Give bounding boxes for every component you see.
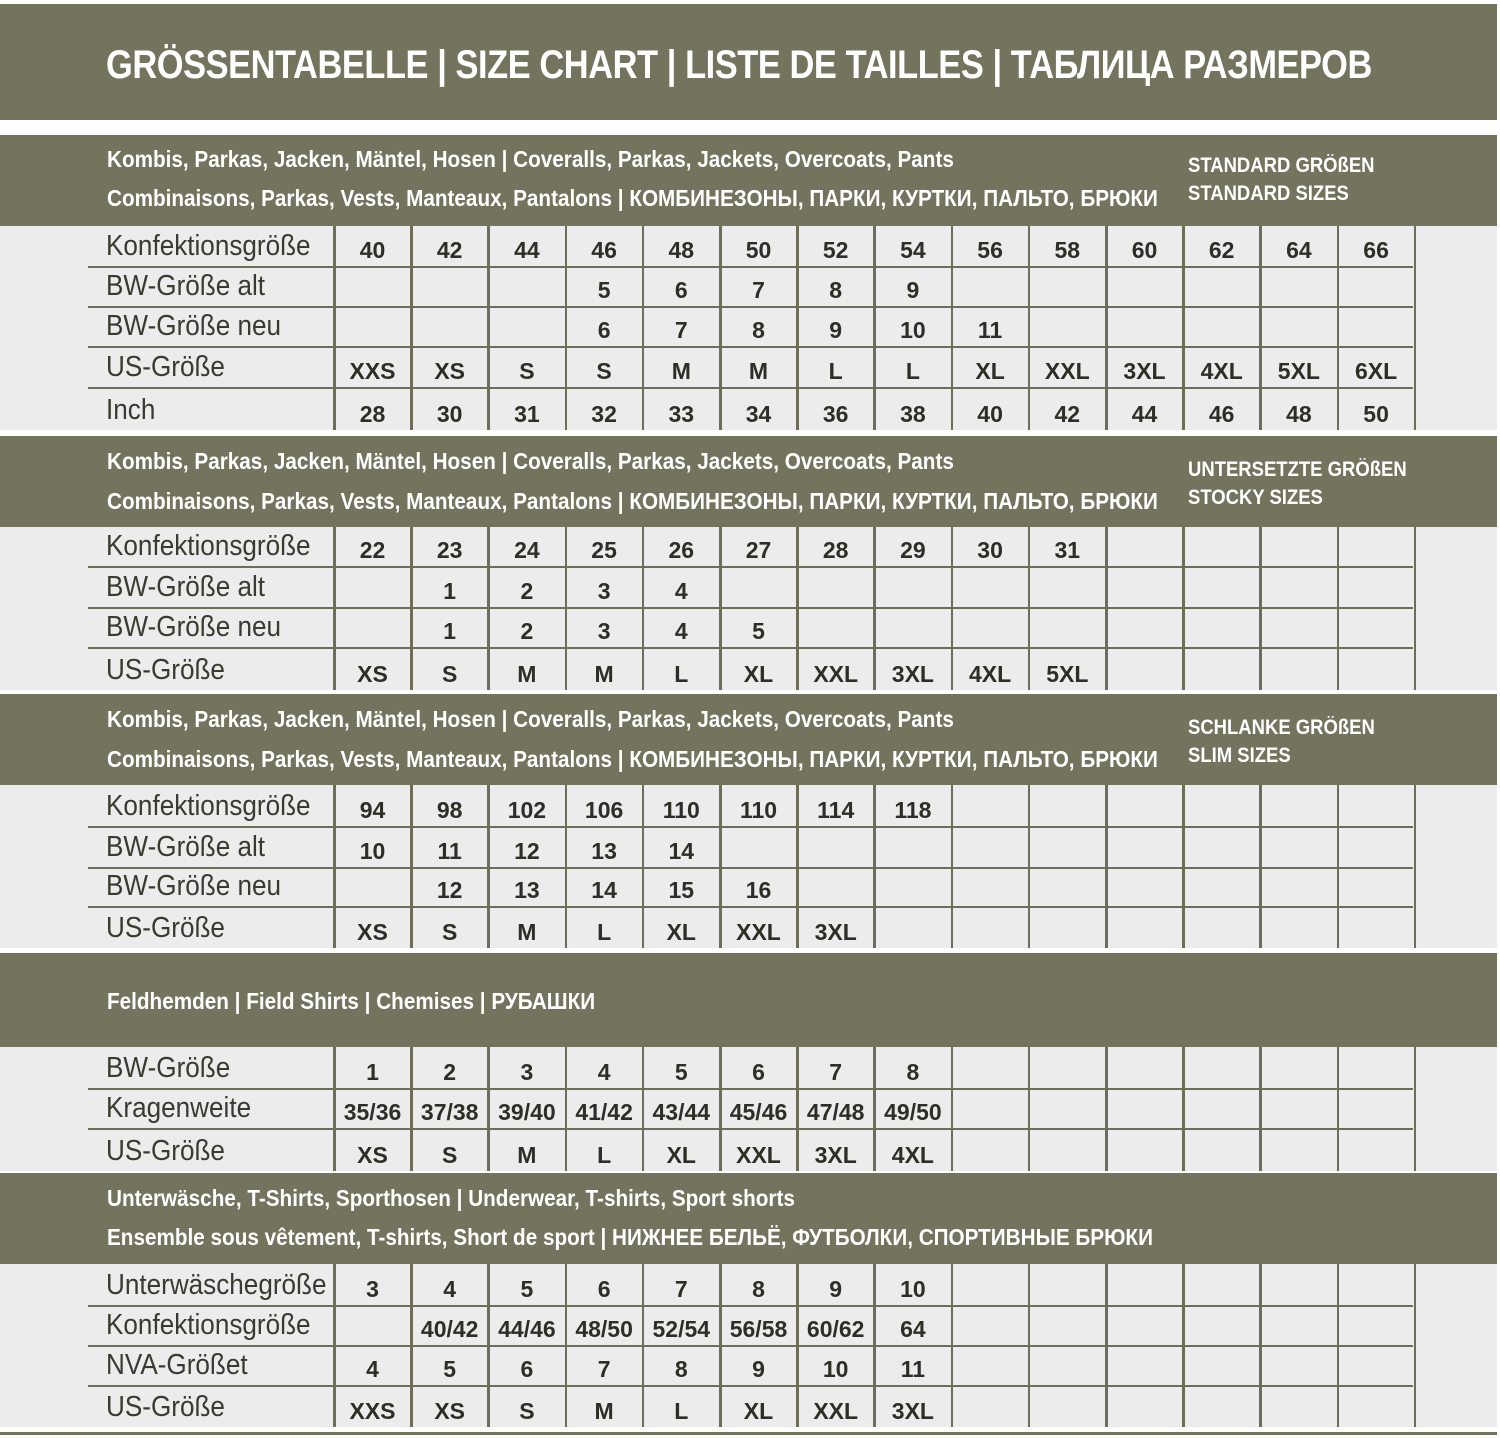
table-cell: 44 — [1131, 401, 1158, 427]
table-cell: 6 — [520, 1356, 534, 1382]
table-cell: 8 — [829, 277, 843, 303]
section-size-type: STOCKY SIZES — [1188, 486, 1323, 509]
column-divider — [565, 785, 568, 948]
table-cell: 5 — [443, 1356, 457, 1382]
table-cell: 44/46 — [498, 1316, 556, 1342]
table-cell: 41/42 — [575, 1099, 633, 1125]
table-cell: S — [519, 1398, 535, 1424]
table-cell: 10 — [822, 1356, 849, 1382]
table-row — [88, 1047, 1413, 1090]
table-cell: XL — [975, 358, 1005, 384]
table-cell: 3 — [520, 1059, 534, 1085]
bottom-rule — [0, 1432, 1497, 1435]
table-cell: XS — [434, 358, 466, 384]
row-label: Konfektionsgröße — [106, 790, 311, 822]
table-cell: 13 — [591, 838, 617, 864]
table-cell: 64 — [900, 1316, 926, 1342]
column-divider — [796, 226, 799, 430]
table-cell: 56/58 — [729, 1316, 788, 1342]
table-cell: 7 — [752, 277, 765, 303]
table-cell: M — [517, 1142, 537, 1168]
table-cell: 29 — [900, 537, 926, 563]
table-cell: 62 — [1208, 237, 1235, 263]
table-cell: L — [597, 1142, 612, 1168]
table-cell: S — [596, 358, 612, 384]
section-line: Combinaisons, Parkas, Vests, Manteaux, Pantalons | КОМБИНЕЗОНЫ, ПАРКИ, КУРТКИ, ПАЛЬТО, БРЮКИ — [107, 746, 1158, 772]
column-divider — [873, 1047, 876, 1171]
table-cell: 14 — [591, 877, 617, 903]
table-cell: 11 — [977, 317, 1003, 343]
column-divider — [719, 785, 722, 948]
table-row — [88, 869, 1413, 908]
column-divider — [719, 226, 722, 430]
table-cell: 5 — [597, 277, 611, 303]
table-cell: 5 — [674, 1059, 688, 1085]
table-row — [88, 649, 1413, 690]
table-cell: 4XL — [969, 661, 1012, 687]
column-divider — [1337, 226, 1340, 430]
table-cell: 102 — [507, 797, 547, 823]
column-divider — [1259, 1047, 1262, 1171]
column-divider — [1105, 527, 1108, 690]
table-cell: 4 — [597, 1059, 611, 1085]
section-line: Kombis, Parkas, Jacken, Mäntel, Hosen | Coveralls, Parkas, Jackets, Overcoats, Pants — [107, 146, 954, 172]
table-cell: 2 — [520, 578, 534, 604]
table-cell: XS — [357, 919, 388, 945]
table-row — [88, 1130, 1413, 1171]
column-divider — [333, 1264, 336, 1427]
table-row — [88, 1347, 1413, 1387]
table-cell: 34 — [745, 401, 772, 427]
table-cell: 1 — [443, 578, 457, 604]
column-divider — [1414, 226, 1417, 430]
column-divider — [1259, 1264, 1262, 1427]
section-line: Ensemble sous vêtement, T-shirts, Short de sport | НИЖНЕЕ БЕЛЬЁ, ФУТБОЛКИ, СПОРТИВНЫЕ БРЮКИ — [107, 1224, 1153, 1250]
table-cell: 118 — [894, 797, 932, 823]
table-cell: 110 — [662, 797, 700, 823]
column-divider — [719, 1047, 722, 1171]
table-cell: 9 — [829, 317, 843, 343]
table-cell: 7 — [597, 1356, 611, 1382]
column-divider — [487, 527, 490, 690]
column-divider — [333, 785, 336, 948]
section-size-type: STANDARD GRÖßEN — [1188, 154, 1375, 177]
table-cell: 28 — [822, 537, 849, 563]
column-divider — [333, 1047, 336, 1171]
column-divider — [1182, 226, 1185, 430]
table-cell: 3XL — [1123, 358, 1166, 384]
table-cell: 4 — [674, 578, 688, 604]
table-cell: XL — [666, 1142, 696, 1168]
section-line: Combinaisons, Parkas, Vests, Manteaux, Pantalons | КОМБИНЕЗОНЫ, ПАРКИ, КУРТКИ, ПАЛЬТО, БРЮКИ — [107, 488, 1158, 514]
table-row — [88, 527, 1413, 568]
table-cell: 5 — [520, 1276, 534, 1302]
table-cell: M — [594, 1398, 614, 1424]
table-cell: 5 — [752, 618, 765, 644]
table-cell: L — [828, 358, 843, 384]
table-cell: XXL — [1044, 358, 1090, 384]
column-divider — [951, 1264, 954, 1427]
table-row — [88, 609, 1413, 649]
table-cell: 56 — [977, 237, 1003, 263]
table-row — [88, 1387, 1413, 1427]
table-cell: 40/42 — [420, 1316, 479, 1342]
table-row — [88, 568, 1413, 609]
column-divider — [1028, 785, 1031, 948]
column-divider — [1337, 1264, 1340, 1427]
table-cell: 39/40 — [498, 1099, 556, 1125]
table-cell: 40 — [359, 237, 386, 263]
table-cell: 4 — [674, 618, 688, 644]
table-cell: XXL — [813, 1398, 859, 1424]
row-label: US-Größe — [106, 351, 225, 383]
table-cell: XXL — [736, 919, 781, 945]
row-label: Konfektionsgröße — [106, 1309, 311, 1341]
table-row — [88, 908, 1413, 948]
column-divider — [951, 785, 954, 948]
column-divider — [1182, 1264, 1185, 1427]
column-divider — [642, 1047, 645, 1171]
table-cell: XXS — [349, 358, 396, 384]
column-divider — [1182, 527, 1185, 690]
row-label: NVA-Größet — [106, 1349, 248, 1381]
table-cell: L — [905, 358, 920, 384]
table-cell: 37/38 — [420, 1099, 479, 1125]
column-divider — [1259, 785, 1262, 948]
table-cell: 52/54 — [652, 1316, 711, 1342]
table-cell: 46 — [591, 237, 617, 263]
row-label: US-Größe — [106, 1135, 225, 1167]
table-cell: 44 — [514, 237, 540, 263]
column-divider — [565, 527, 568, 690]
table-cell: 60 — [1131, 237, 1158, 263]
table-cell: 36 — [822, 401, 849, 427]
table-cell: 7 — [674, 1276, 688, 1302]
column-divider — [1028, 1264, 1031, 1427]
section-line: Combinaisons, Parkas, Vests, Manteaux, Pantalons | КОМБИНЕЗОНЫ, ПАРКИ, КУРТКИ, ПАЛЬТО, БРЮКИ — [107, 185, 1158, 211]
column-divider — [873, 785, 876, 948]
column-divider — [1414, 785, 1417, 948]
section-size-type: SCHLANKE GRÖßEN — [1188, 716, 1375, 739]
table-cell: 8 — [752, 1276, 765, 1302]
table-cell: 33 — [668, 401, 695, 427]
table-cell: 6XL — [1355, 358, 1398, 384]
column-divider — [565, 1047, 568, 1171]
column-divider — [642, 527, 645, 690]
column-divider — [487, 1047, 490, 1171]
column-divider — [796, 527, 799, 690]
row-label: US-Größe — [106, 654, 225, 686]
table-cell: L — [674, 661, 689, 687]
table-cell: 23 — [436, 537, 463, 563]
table-cell: XL — [666, 919, 696, 945]
column-divider — [951, 527, 954, 690]
row-label: US-Größe — [106, 912, 225, 944]
table-cell: 9 — [906, 277, 920, 303]
page-title: GRÖSSENTABELLE | SIZE CHART | LISTE DE TAILLES | ТАБЛИЦА РАЗМЕРОВ — [106, 43, 1372, 87]
table-cell: XL — [743, 1398, 774, 1424]
table-cell: 50 — [1363, 401, 1389, 427]
table-cell: 16 — [745, 877, 772, 903]
table-cell: 1 — [366, 1059, 379, 1085]
table-cell: 11 — [437, 838, 462, 864]
row-label: BW-Größe neu — [106, 310, 282, 342]
table-cell: 47/48 — [806, 1099, 865, 1125]
table-cell: 48 — [668, 237, 695, 263]
table-cell: 4XL — [1200, 358, 1243, 384]
table-cell: 10 — [900, 317, 926, 343]
table-cell: 4XL — [891, 1142, 934, 1168]
column-divider — [719, 527, 722, 690]
column-divider — [1028, 226, 1031, 430]
table-cell: 2 — [520, 618, 534, 644]
table-row — [88, 1264, 1413, 1307]
table-cell: 98 — [436, 797, 463, 823]
table-cell: 8 — [674, 1356, 688, 1382]
column-divider — [951, 1047, 954, 1171]
table-cell: 24 — [514, 537, 540, 563]
table-cell: 66 — [1363, 237, 1389, 263]
table-cell: 106 — [584, 797, 624, 823]
table-cell: 3XL — [891, 1398, 934, 1424]
column-divider — [1259, 226, 1262, 430]
table-cell: 30 — [977, 537, 1003, 563]
table-cell: M — [517, 919, 537, 945]
title-band — [0, 4, 1497, 120]
column-divider — [1105, 226, 1108, 430]
column-divider — [410, 226, 413, 430]
column-divider — [410, 1264, 413, 1427]
table-cell: M — [517, 661, 537, 687]
table-cell: 50 — [745, 237, 772, 263]
column-divider — [1182, 785, 1185, 948]
table-cell: 5XL — [1277, 358, 1320, 384]
row-label: Konfektionsgröße — [106, 230, 311, 262]
table-cell: 110 — [739, 797, 778, 823]
table-cell: 31 — [1054, 537, 1081, 563]
column-divider — [719, 1264, 722, 1427]
column-divider — [1414, 1047, 1417, 1171]
column-divider — [410, 527, 413, 690]
column-divider — [1337, 527, 1340, 690]
column-divider — [1337, 785, 1340, 948]
table-cell: 10 — [359, 838, 386, 864]
table-cell: 25 — [591, 537, 617, 563]
table-cell: 4 — [443, 1276, 457, 1302]
table-cell: XL — [743, 661, 774, 687]
table-cell: 15 — [668, 877, 695, 903]
table-cell: 30 — [436, 401, 463, 427]
table-cell: XS — [357, 1142, 388, 1168]
row-label: BW-Größe alt — [106, 571, 266, 603]
table-cell: 6 — [597, 317, 611, 343]
table-cell: 48/50 — [575, 1316, 633, 1342]
column-divider — [642, 785, 645, 948]
table-cell: 11 — [900, 1356, 926, 1382]
column-divider — [410, 785, 413, 948]
column-divider — [333, 226, 336, 430]
table-cell: 13 — [514, 877, 540, 903]
table-cell: 58 — [1054, 237, 1081, 263]
column-divider — [873, 1264, 876, 1427]
table-cell: 42 — [1054, 401, 1081, 427]
table-cell: 10 — [900, 1276, 926, 1302]
table-cell: 27 — [745, 537, 772, 563]
table-cell: S — [442, 661, 458, 687]
table-cell: 7 — [674, 317, 688, 343]
column-divider — [642, 226, 645, 430]
table-cell: 1 — [443, 618, 457, 644]
column-divider — [487, 1264, 490, 1427]
table-cell: 64 — [1286, 237, 1312, 263]
table-cell: 6 — [597, 1276, 611, 1302]
section-line: Kombis, Parkas, Jacken, Mäntel, Hosen | Coveralls, Parkas, Jackets, Overcoats, Pants — [107, 448, 954, 474]
table-cell: 5XL — [1046, 661, 1089, 687]
table-cell: L — [674, 1398, 689, 1424]
section-size-type: UNTERSETZTE GRÖßEN — [1188, 458, 1407, 481]
column-divider — [873, 527, 876, 690]
table-row — [88, 1090, 1413, 1130]
table-cell: 52 — [822, 237, 849, 263]
table-cell: 32 — [591, 401, 617, 427]
table-row — [88, 389, 1413, 430]
column-divider — [1414, 527, 1417, 690]
table-cell: 26 — [668, 537, 695, 563]
column-divider — [1337, 1047, 1340, 1171]
table-cell: 4 — [366, 1356, 379, 1382]
table-cell: 9 — [752, 1356, 765, 1382]
table-cell: 40 — [977, 401, 1003, 427]
table-cell: 3 — [597, 618, 611, 644]
column-divider — [1259, 527, 1262, 690]
table-cell: XXL — [736, 1142, 781, 1168]
table-cell: 8 — [752, 317, 765, 343]
table-cell: 38 — [900, 401, 926, 427]
table-cell: L — [597, 919, 612, 945]
section-line: Unterwäsche, T-Shirts, Sporthosen | Underwear, T-shirts, Sport shorts — [107, 1185, 795, 1211]
table-cell: 9 — [829, 1276, 843, 1302]
table-cell: 6 — [752, 1059, 765, 1085]
row-label: BW-Größe alt — [106, 831, 266, 863]
table-cell: 3XL — [814, 1142, 857, 1168]
column-divider — [1028, 1047, 1031, 1171]
column-divider — [333, 527, 336, 690]
row-label: US-Größe — [106, 1391, 225, 1423]
row-label: Konfektionsgröße — [106, 530, 311, 562]
table-row — [88, 785, 1413, 828]
column-divider — [565, 226, 568, 430]
column-divider — [565, 1264, 568, 1427]
table-cell: 12 — [436, 877, 463, 903]
column-divider — [951, 226, 954, 430]
row-label: BW-Größe neu — [106, 870, 282, 902]
table-cell: M — [671, 358, 691, 384]
table-cell: M — [748, 358, 769, 384]
column-divider — [796, 1264, 799, 1427]
table-row — [88, 348, 1413, 389]
table-cell: 6 — [674, 277, 688, 303]
column-divider — [1414, 1264, 1417, 1427]
section-size-type: SLIM SIZES — [1188, 744, 1291, 767]
row-label: Kragenweite — [106, 1092, 252, 1124]
row-label: BW-Größe neu — [106, 611, 282, 643]
section-size-type: STANDARD SIZES — [1188, 182, 1349, 205]
table-cell: 22 — [359, 537, 386, 563]
table-cell: 60/62 — [806, 1316, 865, 1342]
table-cell: 28 — [359, 401, 386, 427]
table-cell: 42 — [436, 237, 463, 263]
column-divider — [1182, 1047, 1185, 1171]
table-row — [88, 226, 1413, 268]
column-divider — [796, 785, 799, 948]
table-cell: 3 — [366, 1276, 379, 1302]
table-cell: 31 — [514, 401, 540, 427]
table-cell: 3 — [597, 578, 611, 604]
table-cell: M — [594, 661, 614, 687]
table-row — [88, 308, 1413, 348]
table-cell: 7 — [829, 1059, 843, 1085]
column-divider — [796, 1047, 799, 1171]
column-divider — [1105, 785, 1108, 948]
table-cell: 48 — [1286, 401, 1312, 427]
table-cell: 3XL — [891, 661, 934, 687]
row-label: Unterwäschegröße — [106, 1269, 327, 1301]
column-divider — [642, 1264, 645, 1427]
row-label: BW-Größe alt — [106, 270, 266, 302]
table-cell: 2 — [443, 1059, 457, 1085]
table-cell: 45/46 — [729, 1099, 788, 1125]
row-label: Inch — [106, 394, 156, 426]
table-row — [88, 268, 1413, 308]
table-cell: S — [442, 1142, 458, 1168]
column-divider — [487, 226, 490, 430]
table-cell: 94 — [359, 797, 386, 823]
table-cell: S — [519, 358, 535, 384]
table-cell: 35/36 — [343, 1099, 402, 1125]
table-cell: 49/50 — [884, 1099, 942, 1125]
table-cell: 43/44 — [652, 1099, 711, 1125]
column-divider — [410, 1047, 413, 1171]
column-divider — [487, 785, 490, 948]
table-cell: 54 — [900, 237, 926, 263]
table-row — [88, 828, 1413, 869]
table-cell: 46 — [1208, 401, 1235, 427]
table-cell: XXL — [813, 661, 859, 687]
column-divider — [873, 226, 876, 430]
column-divider — [1105, 1047, 1108, 1171]
table-cell: 12 — [514, 838, 540, 864]
table-row — [88, 1307, 1413, 1347]
table-cell: 8 — [906, 1059, 920, 1085]
section-line: Kombis, Parkas, Jacken, Mäntel, Hosen | Coveralls, Parkas, Jackets, Overcoats, Pants — [107, 706, 954, 732]
column-divider — [1105, 1264, 1108, 1427]
table-cell: XS — [357, 661, 388, 687]
table-cell: 114 — [817, 797, 855, 823]
table-cell: XXS — [349, 1398, 396, 1424]
section-line: Feldhemden | Field Shirts | Chemises | РУБАШКИ — [107, 988, 596, 1014]
table-cell: S — [442, 919, 458, 945]
row-label: BW-Größe — [106, 1052, 231, 1084]
table-cell: 3XL — [814, 919, 857, 945]
table-cell: 14 — [668, 838, 695, 864]
column-divider — [1028, 527, 1031, 690]
table-cell: XS — [434, 1398, 466, 1424]
